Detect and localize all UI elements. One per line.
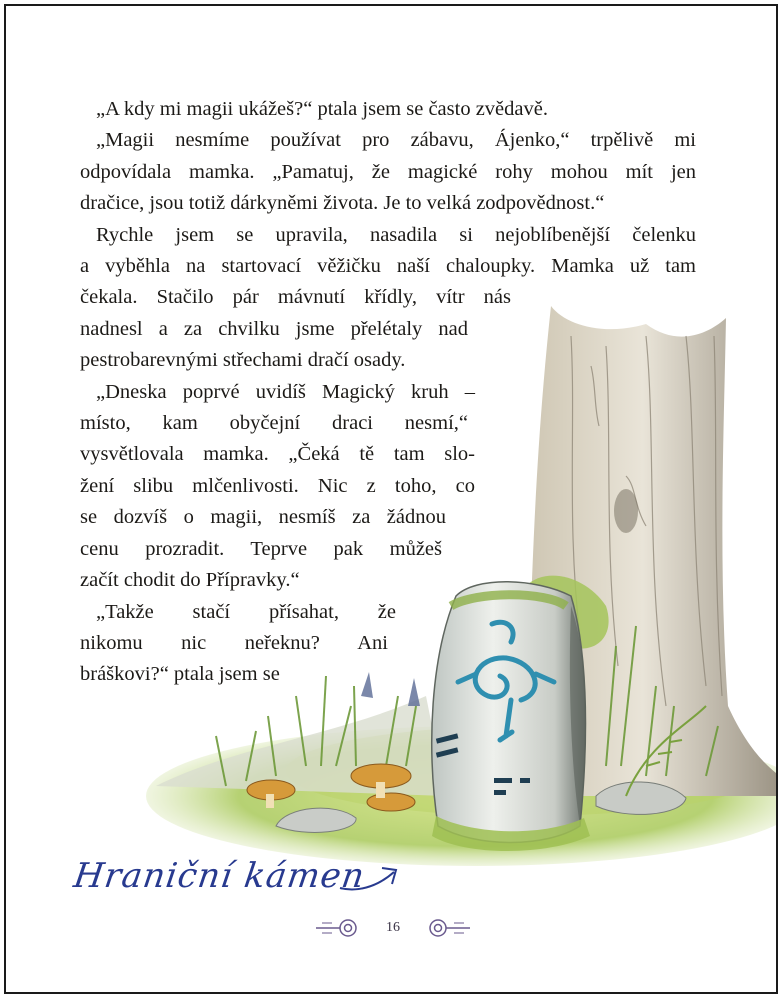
paragraph-3 — [80, 220, 696, 377]
text-line: „Takže stačí přísahat, že — [96, 600, 396, 623]
text-line: vysvětlovala mamka. „Čeká tě tam slo- — [80, 443, 475, 466]
illustration-caption: Hraniční kámen — [71, 856, 368, 896]
text-line: Rychle jsem se upravila, nasadila si nejoblíbenější čelenku — [96, 223, 696, 246]
text-line: pestrobarevnými střechami dračí osady. — [80, 349, 406, 372]
text-line: odpovídala mamka. „Pamatuj, že magické rohy mohou mít jen — [80, 160, 696, 183]
page-ornament-right-icon — [424, 917, 472, 939]
text-line: „Dneska poprvé uvidíš Magický kruh – — [96, 380, 475, 403]
text-line: „Magii nesmíme používat pro zábavu, Ájenko,“ trpělivě mi — [96, 129, 696, 152]
paragraph-1 — [80, 94, 696, 125]
story-text — [80, 94, 696, 691]
text-line: místo, kam obyčejní draci nesmí,“ — [80, 412, 468, 435]
text-line: a vyběhla na startovací věžičku naší chaloupky. Mamka už tam — [80, 255, 696, 278]
paragraph-2 — [80, 125, 696, 219]
text-line: začít chodit do Přípravky.“ — [80, 569, 300, 592]
text-line: se dozvíš o magii, nesmíš za žádnou — [80, 506, 446, 529]
text-line: čekala. Stačilo pár mávnutí křídly, vítr nás — [80, 286, 511, 309]
paragraph-5 — [80, 597, 696, 691]
page-number: 16 — [386, 920, 400, 935]
paragraph-4 — [80, 377, 696, 597]
text-line: bráškovi?“ ptala jsem se — [80, 663, 280, 686]
caption-arrow-icon — [336, 858, 416, 902]
text-line: nadnesl a za chvilku jsme přelétaly nad — [80, 317, 468, 340]
page-ornament-left-icon — [314, 917, 362, 939]
text-line: nikomu nic neřeknu? Ani — [80, 631, 388, 654]
text-line: cenu prozradit. Teprve pak můžeš — [80, 537, 442, 560]
text-line: „A kdy mi magii ukážeš?“ ptala jsem se často zvědavě. — [96, 98, 548, 120]
text-line: dračice, jsou totiž dárkyněmi života. Je to velká zodpovědnost.“ — [80, 192, 605, 215]
book-page — [4, 4, 778, 994]
text-line: žení slibu mlčenlivosti. Nic z toho, co — [80, 474, 475, 497]
